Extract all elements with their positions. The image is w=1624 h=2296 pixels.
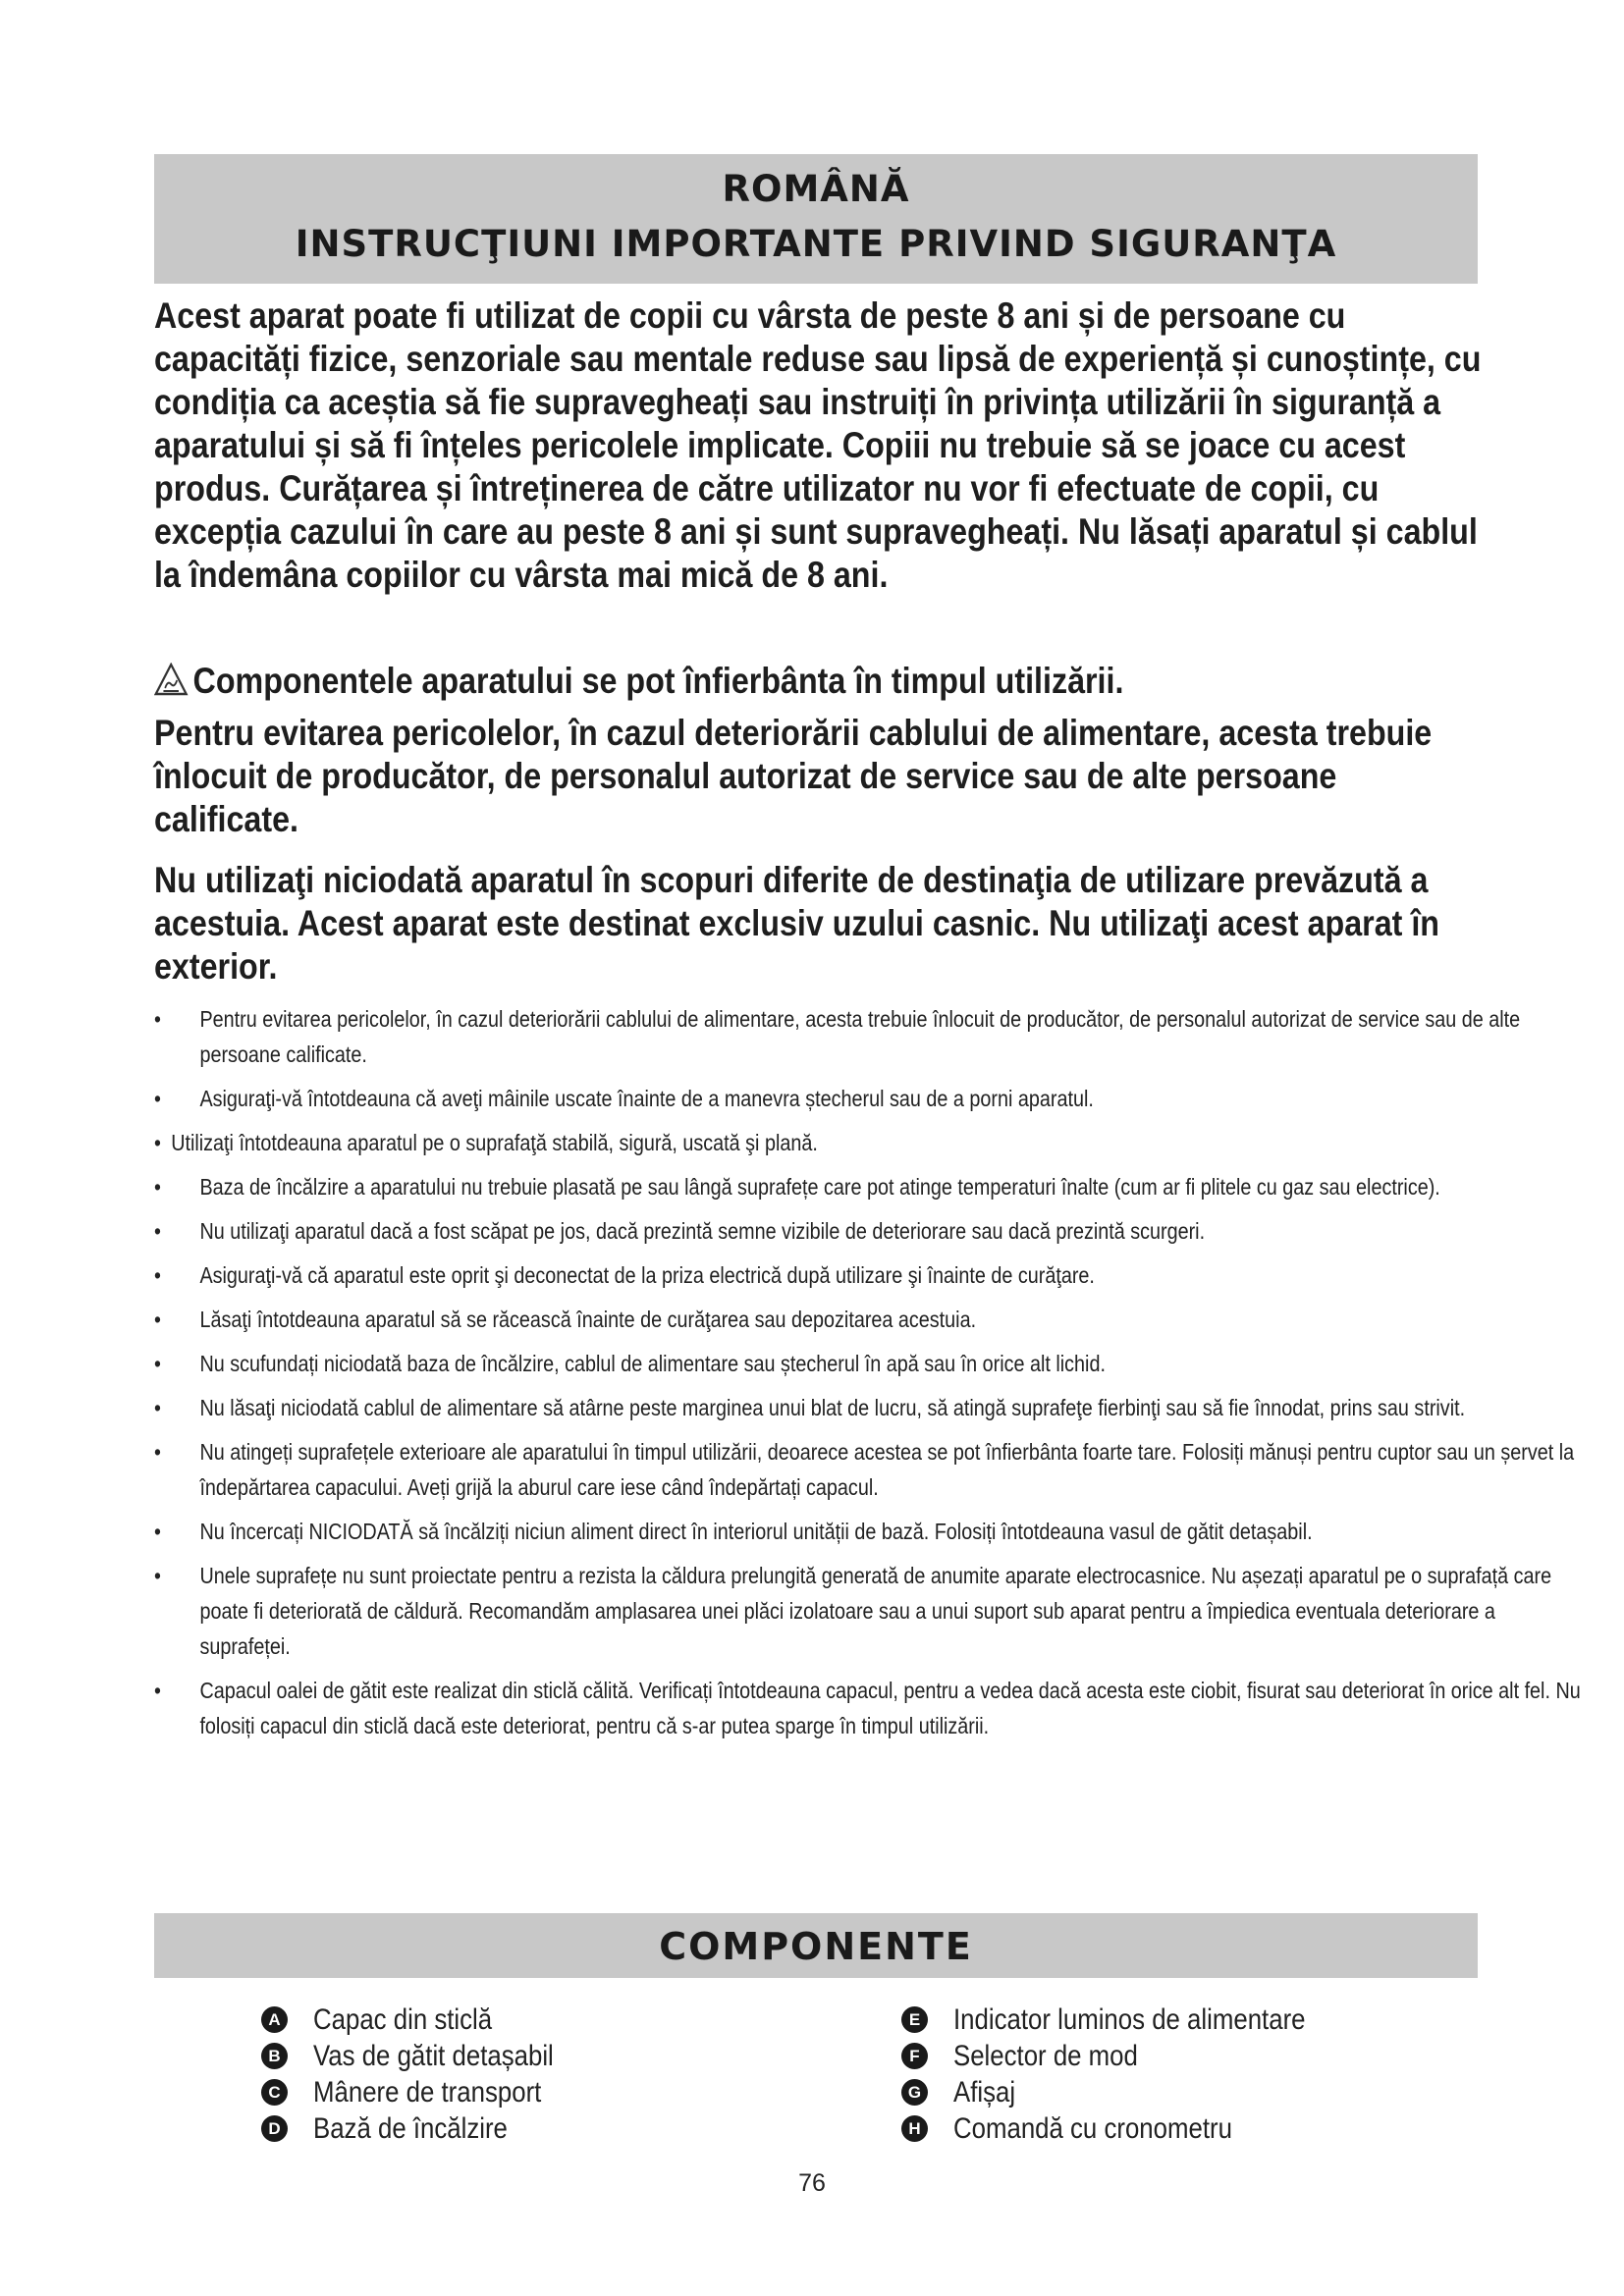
bullet-text: Nu lăsaţi niciodată cablul de alimentare să atârne peste marginea unui blat de lucru, să atingă suprafeţe fierbinţi sau să fie înnodat, prins sau strivit. — [199, 1395, 1466, 1420]
components-list-left — [261, 2002, 593, 2147]
bullet-text: Capacul oalei de gătit este realizat din sticlă călită. Verificați întotdeauna capacul, pentru a vedea dacă acesta este ciobit, fisurat sau deteriorat în orice alt fel. Nu folosiți capacul din sticlă dacă este deteriorat, pentru că s-ar putea sparge în timpul utilizării. — [199, 1678, 1581, 1738]
letter-marker-icon: D — [261, 2115, 288, 2142]
component-label: Afișaj — [953, 2075, 1016, 2109]
bullet-mark: • — [154, 1563, 161, 1588]
bullet-text: Baza de încălzire a aparatului nu trebuie plasată pe sau lângă suprafețe care pot atinge temperaturi înalte (cum ar fi plitele cu gaz sau electrice). — [199, 1174, 1440, 1200]
letter-marker-icon: E — [901, 2006, 928, 2033]
list-item — [901, 2074, 1363, 2110]
component-label: Selector de mod — [953, 2039, 1138, 2072]
list-item — [154, 1213, 1590, 1249]
list-item — [901, 2038, 1363, 2074]
letter-marker-icon: F — [901, 2043, 928, 2069]
bullet-text: Asiguraţi-vă că aparatul este oprit şi deconectat de la priza electrică după utilizare şi înainte de curăţare. — [199, 1262, 1095, 1288]
bullet-mark: • — [154, 1086, 161, 1111]
page-number: 76 — [798, 2169, 826, 2197]
component-label: Comandă cu cronometru — [953, 2111, 1232, 2145]
letter-marker-icon: H — [901, 2115, 928, 2142]
list-item — [154, 1558, 1590, 1664]
list-item — [261, 2074, 593, 2110]
list-item — [154, 1257, 1590, 1293]
bullet-text: Nu atingeți suprafețele exterioare ale aparatului în timpul utilizării, deoarece acestea se pot înfierbânta foarte tare. Folosiți mănuși pentru cuptor sau un șervet la îndepărtarea capacului. Aveți grijă la aburul care iese când îndepărtați capacul. — [199, 1439, 1575, 1500]
hot-surface-warning — [154, 659, 1489, 702]
list-item — [154, 1125, 1590, 1160]
bullet-mark: • — [154, 1307, 161, 1332]
bullet-mark: • — [154, 1519, 161, 1544]
language-heading: ROMÂNĂ — [722, 168, 910, 210]
cord-warning-paragraph: Pentru evitarea pericolelor, în cazul deteriorării cablului de alimentare, acesta trebuie înlocuit de producător, de personalul autorizat de service sau de alte persoane calificate. — [154, 712, 1433, 839]
bullet-mark: • — [154, 1439, 161, 1465]
safety-header-banner — [154, 154, 1478, 284]
component-label: Capac din sticlă — [313, 2002, 493, 2036]
bullet-text: Pentru evitarea pericolelor, în cazul deteriorării cablului de alimentare, acesta trebuie înlocuit de producător, de personalul autorizat de service sau de alte persoane calificate. — [199, 1006, 1521, 1067]
bullet-mark: • — [154, 1174, 161, 1200]
bullet-text: Asiguraţi-vă întotdeauna că aveţi mâinile uscate înainte de a manevra ștecherul sau de a porni aparatul. — [199, 1086, 1094, 1111]
hot-surface-warning-text: Componentele aparatului se pot înfierbânta în timpul utilizării. — [192, 660, 1124, 701]
bullet-mark: • — [154, 1262, 161, 1288]
components-title: COMPONENTE — [154, 1913, 1478, 1978]
list-item — [261, 2110, 593, 2147]
bullet-text: Nu scufundați niciodată baza de încălzire, cablul de alimentare sau ștecherul în apă sau în orice alt lichid. — [199, 1351, 1106, 1376]
list-item — [154, 1434, 1590, 1505]
list-item — [154, 1169, 1590, 1204]
letter-marker-icon: G — [901, 2079, 928, 2106]
bullet-text: Lăsaţi întotdeauna aparatul să se răcească înainte de curăţarea sau depozitarea acestuia. — [199, 1307, 977, 1332]
component-label: Vas de gătit detașabil — [313, 2039, 554, 2072]
letter-marker-icon: A — [261, 2006, 288, 2033]
letter-marker-icon: B — [261, 2043, 288, 2069]
components-list-right — [901, 2002, 1363, 2147]
safety-title: INSTRUCŢIUNI IMPORTANTE PRIVIND SIGURANŢA — [295, 223, 1337, 265]
bullet-text: Nu utilizaţi aparatul dacă a fost scăpat pe jos, dacă prezintă semne vizibile de deteriorare sau dacă prezintă scurgeri. — [199, 1218, 1206, 1244]
list-item — [901, 2110, 1363, 2147]
list-item — [154, 1302, 1590, 1337]
bullet-text: Nu încercați NICIODATĂ să încălziți niciun aliment direct în interiorul unității de bază. Folosiți întotdeauna vasul de gătit detașabil. — [199, 1519, 1313, 1544]
list-item — [154, 1514, 1590, 1549]
list-item — [154, 1673, 1590, 1743]
bullet-mark: • — [154, 1395, 161, 1420]
list-item — [154, 1081, 1590, 1116]
list-item — [261, 2002, 593, 2038]
bullet-mark: • — [154, 1130, 161, 1155]
component-label: Bază de încălzire — [313, 2111, 508, 2145]
bullet-mark: • — [154, 1678, 161, 1703]
intro-paragraph: Acest aparat poate fi utilizat de copii cu vârsta de peste 8 ani și de persoane cu capacități fizice, senzoriale sau mentale reduse sau lipsă de experiență și cunoștințe, cu condiția ca aceștia să fie supravegheați sau instruiți în privința utilizării în siguranță a aparatului și să fi înțeles pericolele implicate. Copiii nu trebuie să se joace cu acest produs. Curățarea și întreținerea de către utilizator nu vor fi efectuate de copii, cu excepția cazului în care au peste 8 ani și sunt supravegheați. Nu lăsați aparatul și cablul la îndemâna copiilor cu vârsta mai mică de 8 ani. — [154, 294, 1482, 595]
list-item — [154, 1390, 1590, 1425]
list-item — [261, 2038, 593, 2074]
warning-triangle-icon — [154, 663, 188, 696]
usage-warning-paragraph: Nu utilizaţi niciodată aparatul în scopuri diferite de destinaţia de utilizare prevăzută a acestuia. Acest aparat este destinat exclusiv uzului casnic. Nu utilizaţi acest aparat în exterior. — [154, 859, 1440, 987]
component-label: Indicator luminos de alimentare — [953, 2002, 1306, 2036]
letter-marker-icon: C — [261, 2079, 288, 2106]
safety-bullet-list — [154, 1001, 1590, 1752]
bullet-mark: • — [154, 1351, 161, 1376]
bullet-mark: • — [154, 1006, 161, 1032]
list-item — [154, 1001, 1590, 1072]
bullet-text: Utilizaţi întotdeauna aparatul pe o suprafaţă stabilă, sigură, uscată şi plană. — [171, 1130, 818, 1155]
list-item — [154, 1346, 1590, 1381]
component-label: Mânere de transport — [313, 2075, 542, 2109]
list-item — [901, 2002, 1363, 2038]
bullet-mark: • — [154, 1218, 161, 1244]
bullet-text: Unele suprafețe nu sunt proiectate pentru a rezista la căldura prelungită generată de anumite aparate electrocasnice. Nu așezați aparatul pe o suprafață care poate fi deteriorată de căldură. Recomandăm amplasarea unei plăci izolatoare sau a unui suport sub aparat pentru a împiedica eventuala deteriorare a suprafeței. — [199, 1563, 1552, 1659]
